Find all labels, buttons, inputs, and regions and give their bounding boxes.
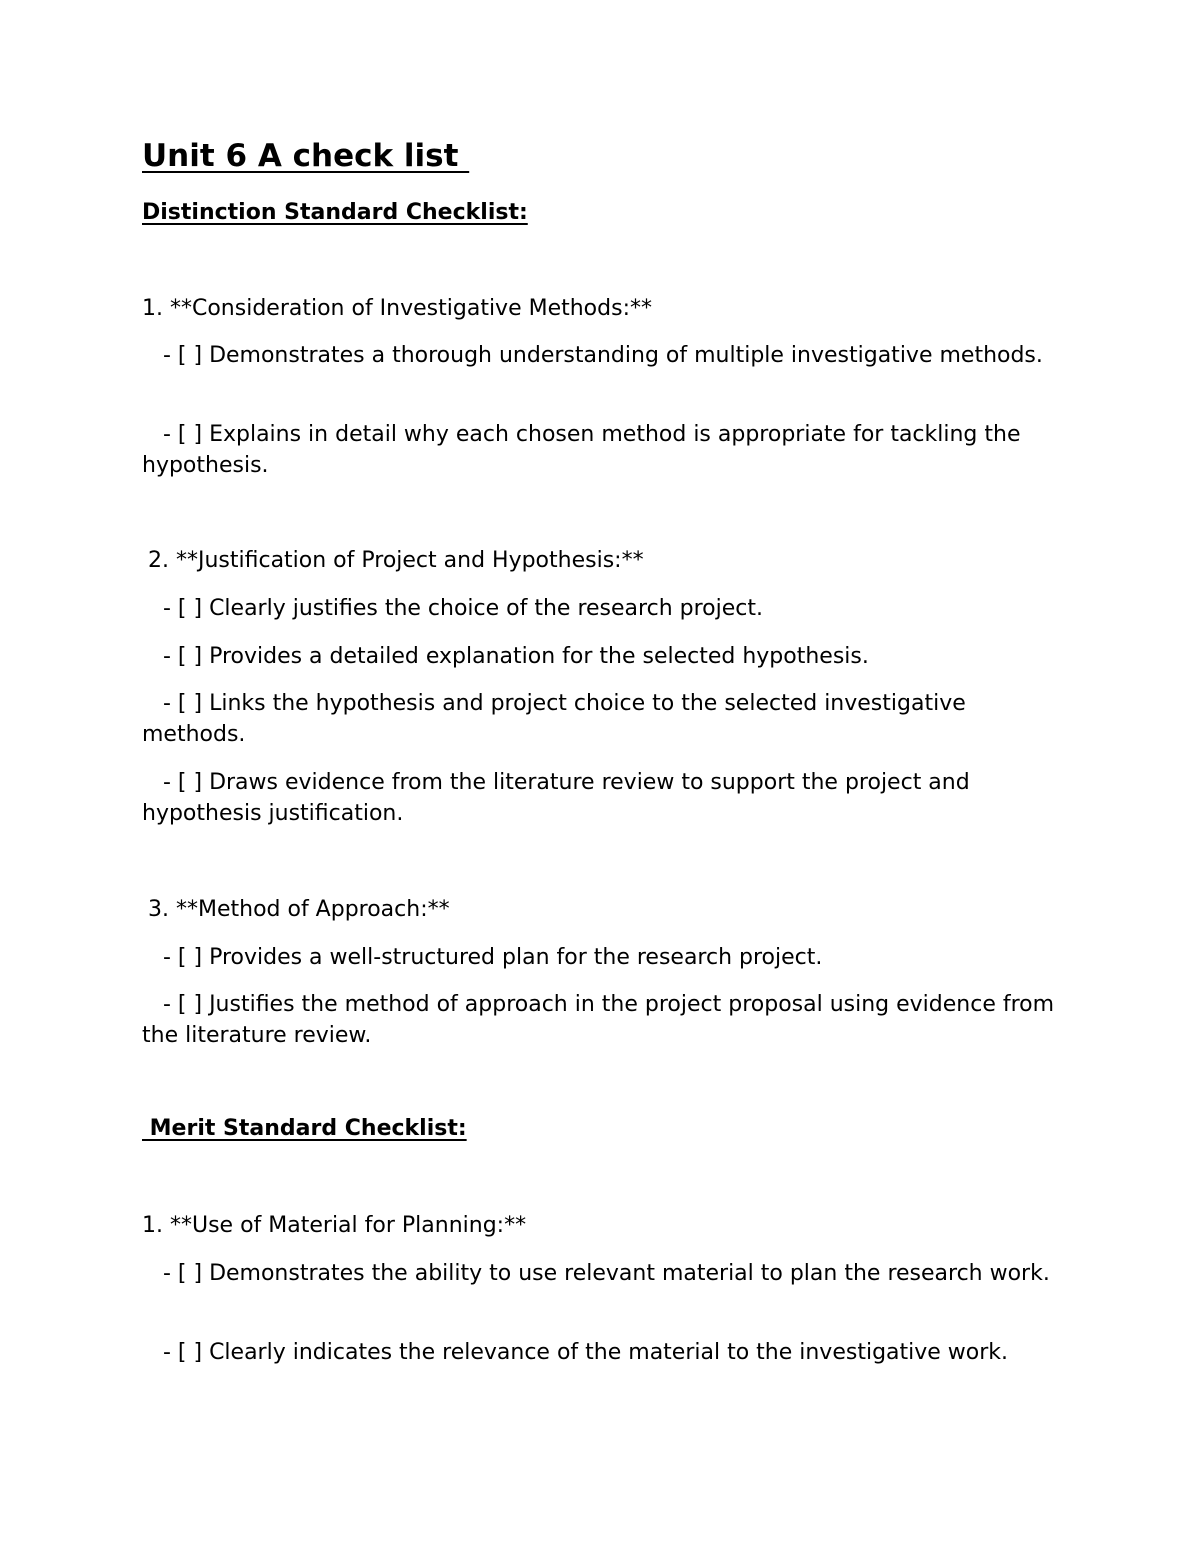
section-heading-merit: Merit Standard Checklist:	[142, 1116, 467, 1141]
checklist-item: - [ ] Clearly indicates the relevance of the material to the investigative work.	[142, 1340, 1009, 1365]
checklist-item: - [ ] Clearly justifies the choice of the research project.	[142, 596, 763, 621]
document-title: Unit 6 A check list	[142, 138, 470, 174]
checklist-item: - [ ] Justifies the method of approach in the project proposal using evidence from the literature review.	[142, 992, 1062, 1048]
item-heading: 1. **Use of Material for Planning:**	[142, 1213, 527, 1238]
item-heading: 1. **Consideration of Investigative Methods:**	[142, 296, 652, 321]
item-heading: 3. **Method of Approach:**	[148, 897, 450, 922]
section-heading-distinction: Distinction Standard Checklist:	[142, 200, 528, 225]
checklist-item: - [ ] Provides a detailed explanation for the selected hypothesis.	[142, 644, 869, 669]
checklist-item: - [ ] Demonstrates the ability to use relevant material to plan the research work.	[142, 1261, 1050, 1286]
item-heading: 2. **Justification of Project and Hypothesis:**	[148, 548, 644, 573]
checklist-item: - [ ] Demonstrates a thorough understanding of multiple investigative methods.	[142, 343, 1043, 368]
checklist-item: - [ ] Draws evidence from the literature review to support the project and hypothesis justification.	[142, 770, 977, 826]
checklist-item: - [ ] Links the hypothesis and project choice to the selected investigative methods.	[142, 691, 973, 747]
checklist-item: - [ ] Explains in detail why each chosen method is appropriate for tackling the hypothesis.	[142, 422, 1028, 478]
checklist-item: - [ ] Provides a well-structured plan for the research project.	[142, 945, 823, 970]
